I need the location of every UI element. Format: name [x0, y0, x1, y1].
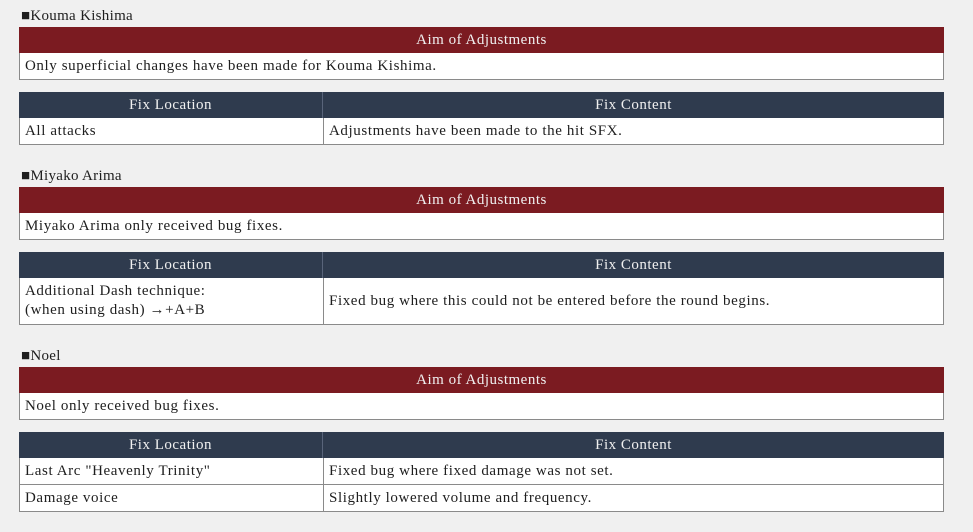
section-title: ■Noel	[21, 348, 61, 364]
aim-text: Noel only received bug fixes.	[19, 393, 944, 420]
aim-header: Aim of Adjustments	[19, 187, 944, 213]
fix-content-cell: Slightly lowered volume and frequency.	[323, 485, 943, 511]
fix-table	[19, 432, 944, 512]
fix-table-header	[19, 92, 944, 118]
patch-notes	[19, 6, 944, 512]
fix-content-cell: Fixed bug where fixed damage was not set.	[323, 458, 943, 484]
table-row	[19, 118, 944, 145]
fix-table-header	[19, 432, 944, 458]
aim-text: Only superficial changes have been made for Kouma Kishima.	[19, 53, 944, 80]
column-header-fix-content: Fix Content	[322, 92, 944, 118]
table-row	[19, 485, 944, 512]
column-header-fix-location: Fix Location	[128, 256, 213, 273]
column-header-fix-location: Fix Location	[128, 96, 213, 113]
fix-location-cell: Damage voice	[25, 489, 119, 506]
column-header-fix-content: Fix Content	[322, 432, 944, 458]
aim-table	[19, 367, 944, 420]
fix-location-cell: Last Arc "Heavenly Trinity"	[25, 462, 211, 479]
aim-table	[19, 187, 944, 240]
fix-table	[19, 92, 944, 145]
fix-location-cell: Additional Dash technique: (when using dash) →+A+B	[25, 283, 206, 318]
column-header-fix-content: Fix Content	[322, 252, 944, 278]
aim-table	[19, 27, 944, 80]
fix-content-cell: Adjustments have been made to the hit SFX.	[323, 118, 943, 144]
fix-table-header	[19, 252, 944, 278]
table-row	[19, 278, 944, 325]
table-row	[19, 458, 944, 485]
column-header-fix-location: Fix Location	[128, 436, 213, 453]
fix-table	[19, 252, 944, 325]
section-title: ■Miyako Arima	[21, 168, 122, 184]
character-section-miyako-arima	[19, 166, 944, 325]
aim-header: Aim of Adjustments	[19, 27, 944, 53]
character-section-noel	[19, 346, 944, 512]
section-title: ■Kouma Kishima	[21, 8, 133, 24]
fix-location-cell: All attacks	[25, 122, 97, 139]
character-section-kouma-kishima	[19, 6, 944, 145]
aim-text: Miyako Arima only received bug fixes.	[19, 213, 944, 240]
aim-header: Aim of Adjustments	[19, 367, 944, 393]
fix-content-cell: Fixed bug where this could not be entered before the round begins.	[323, 278, 943, 324]
